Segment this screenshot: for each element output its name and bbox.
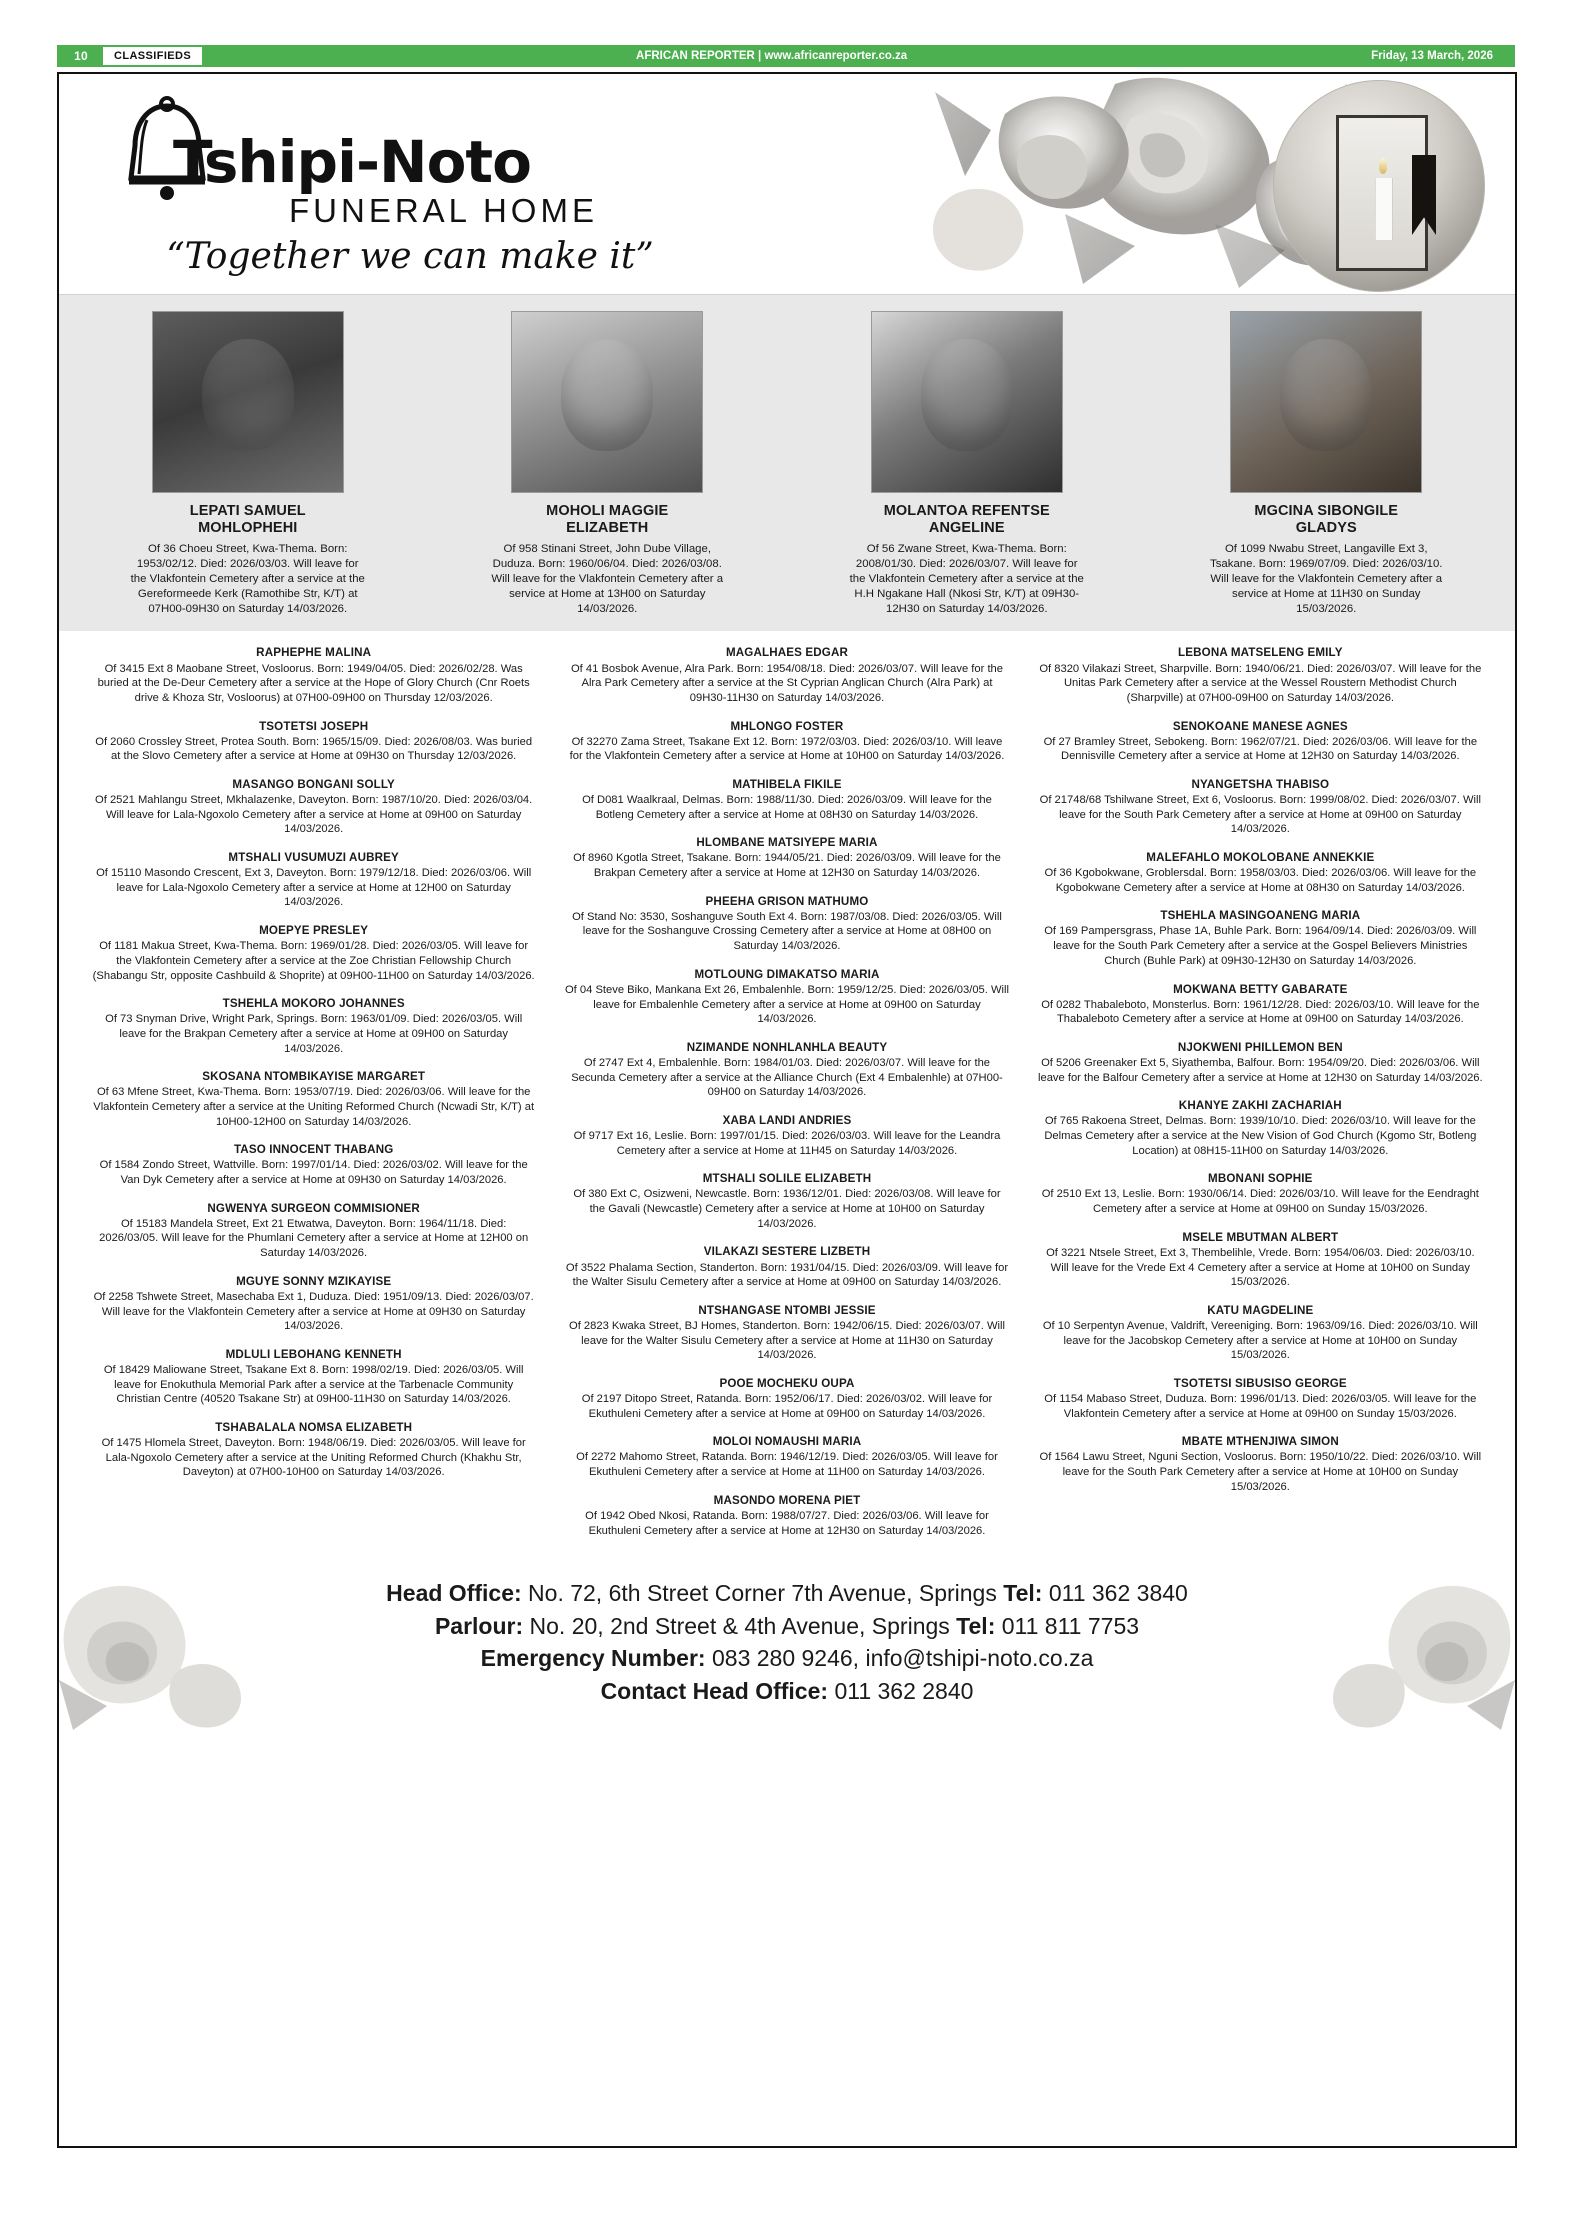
portrait-face: [921, 339, 1013, 451]
obituary-entry: [91, 1142, 536, 1187]
issue-date: Friday, 13 March, 2026: [1371, 50, 1493, 62]
obituary-entry: [91, 645, 536, 705]
head-office-label: Head Office:: [386, 1580, 522, 1607]
obituary-entry: [564, 719, 1009, 764]
obituary-entry: [91, 996, 536, 1056]
deceased-name: VILAKAZI SESTERE LIZBETH: [703, 1245, 871, 1259]
deceased-details: Of 63 Mfene Street, Kwa-Thema. Born: 1953/07/19. Died: 2026/03/06. Will leave for the Vlakfontein Cemetery after a service at the Uniting Reformed Church (Ncwadi Str, K/T) at 10H00-12H00 on Saturday 14/03/2026.: [93, 1086, 535, 1128]
deceased-details: Of 0282 Thabaleboto, Monsterlus. Born: 1961/12/28. Died: 2026/03/10. Will leave for the Thabaleboto Cemetery after a service at Home at 09H00 on Saturday 14/03/2026.: [1041, 998, 1480, 1026]
portrait-face: [202, 339, 294, 451]
featured-obituary: [1152, 311, 1502, 617]
deceased-name: SKOSANA NTOMBIKAYISE MARGARET: [202, 1070, 426, 1084]
company-tagline: “Together we can make it”: [166, 236, 654, 277]
obituary-entry: [91, 1201, 536, 1261]
page-number: 10: [74, 49, 88, 63]
deceased-details: Of 27 Bramley Street, Sebokeng. Born: 1962/07/21. Died: 2026/03/06. Will leave for the Dennisville Cemetery after a service at Home at 12H30 on Saturday 14/03/2026.: [1043, 735, 1478, 763]
obituary-entry: [564, 1434, 1009, 1479]
obituary-entry: [564, 1244, 1009, 1289]
deceased-details: Of 169 Pampersgrass, Phase 1A, Buhle Park. Born: 1964/09/14. Died: 2026/03/09. Will leave for the South Park Cemetery after a service at the Gospel Believers Ministries Church (Buhle Park) at 09H30-12H30 on Saturday 14/03/2026.: [1044, 925, 1477, 967]
deceased-name: TSOTETSI SIBUSISO GEORGE: [1173, 1376, 1347, 1390]
deceased-details: Of 2197 Ditopo Street, Ratanda. Born: 1952/06/17. Died: 2026/03/02. Will leave for Ekuthuleni Cemetery after a service at Home at 09H00 on Saturday 14/03/2026.: [581, 1393, 993, 1420]
obituary-entry: [91, 1347, 536, 1407]
deceased-details: Of 2823 Kwaka Street, BJ Homes, Standerton. Born: 1942/06/15. Died: 2026/03/07. Will leave for the Walter Sisulu Cemetery after a service at Home at 11H30 on Saturday 14/03/2026.: [569, 1319, 1005, 1362]
funeral-home-advert: [57, 72, 1517, 2148]
flame: [1379, 158, 1387, 174]
deceased-details: Of 380 Ext C, Osizweni, Newcastle. Born: 1936/12/01. Died: 2026/03/08. Will leave for the Gavali (Newcastle) Cemetery after a service at Home at 10H00 on Saturday 14/03/2026.: [573, 1188, 1001, 1230]
portrait-face: [1280, 339, 1372, 451]
deceased-name: TASO INNOCENT THABANG: [233, 1143, 394, 1157]
deceased-name: MDLULI LEBOHANG KENNETH: [225, 1347, 402, 1361]
emergency-value: 083 280 9246, info@tshipi-noto.co.za: [711, 1645, 1094, 1672]
obituary-entry: [91, 719, 536, 764]
featured-obituaries-row: [59, 294, 1515, 631]
section-label: CLASSIFIEDS: [103, 47, 202, 65]
deceased-details: Of 5206 Greenaker Ext 5, Siyathemba, Balfour. Born: 1954/09/20. Died: 2026/03/06. Will leave for the Balfour Cemetery after a service at Home at 12H30 on Saturday 14/03/2026.: [1037, 1056, 1483, 1084]
deceased-name: MOKWANA BETTY GABARATE: [1173, 982, 1348, 996]
deceased-details: Of 765 Rakoena Street, Delmas. Born: 1939/10/10. Died: 2026/03/10. Will leave for the Delmas Cemetery after a service at the New Vision of God Church (Kgomo Str, Botleng Location) at 08H15-11H00 on Saturday 14/03/2026.: [1044, 1115, 1477, 1157]
deceased-name: TSHEHLA MASINGOANENG MARIA: [1160, 909, 1361, 923]
featured-obituary: [433, 311, 783, 617]
featured-obituary: [73, 311, 423, 617]
obituary-listings: [59, 631, 1515, 1551]
deceased-name: TSHABALALA NOMSA ELIZABETH: [215, 1420, 413, 1434]
candle-photo: [1273, 80, 1485, 292]
obituary-entry: [564, 1303, 1009, 1363]
deceased-name: HLOMBANE MATSIYEPE MARIA: [696, 836, 878, 850]
obituary-entry: [1038, 982, 1483, 1027]
obituary-entry: [91, 1420, 536, 1480]
company-logo: [81, 80, 721, 290]
deceased-details: Of 1584 Zondo Street, Wattville. Born: 1997/01/14. Died: 2026/03/02. Will leave for the Van Dyk Cemetery after a service at Home at 09H30 on Saturday 14/03/2026.: [99, 1159, 528, 1187]
obituary-entry: [564, 1493, 1009, 1538]
deceased-details: Of 15110 Masondo Crescent, Ext 3, Daveyton. Born: 1979/12/18. Died: 2026/03/06. Will leave for Lala-Ngoxolo Cemetery after a service at Home at 12H00 on Saturday 14/03/2026.: [96, 867, 532, 909]
featured-obituary: [792, 311, 1142, 617]
deceased-name: MOHOLI MAGGIE ELIZABETH: [546, 503, 669, 537]
roses-decoration-bottom-right: [1295, 1530, 1515, 1730]
deceased-details: Of 8320 Vilakazi Street, Sharpville. Born: 1940/06/21. Died: 2026/03/07. Will leave for the Unitas Park Cemetery after a service at the Wessel Roustern Methodist Church (Sharpville) at 07H00-09H00 on Saturday 14/03/2026.: [1039, 662, 1482, 704]
deceased-name: MOLOI NOMAUSHI MARIA: [712, 1435, 862, 1449]
deceased-details: Of 3522 Phalama Section, Standerton. Born: 1931/04/15. Died: 2026/03/09. Will leave for the Walter Sisulu Cemetery after a service at Home at 09H00 on Saturday 14/03/2026.: [565, 1261, 1009, 1289]
deceased-name: MBATE MTHENJIWA SIMON: [1181, 1435, 1339, 1449]
listings-column-3: [1024, 645, 1497, 1551]
head-office-tel: 011 362 3840: [1048, 1580, 1188, 1607]
obituary-entry: [564, 1376, 1009, 1421]
deceased-details: Of Stand No: 3530, Soshanguve South Ext 4. Born: 1987/03/08. Died: 2026/03/05. Will leave for the Soshanguve Crossing Cemetery after a service at Home at 08H00 on Saturday 14/03/2026.: [572, 910, 1002, 953]
deceased-name: MATHIBELA FIKILE: [732, 777, 842, 791]
obituary-entry: [1038, 777, 1483, 837]
deceased-name: MTSHALI SOLILE ELIZABETH: [702, 1172, 872, 1186]
deceased-name: TSHEHLA MOKORO JOHANNES: [222, 997, 405, 1011]
deceased-details: Of 1475 Hlomela Street, Daveyton. Born: 1948/06/19. Died: 2026/03/05. Will leave for Lala-Ngoxolo Cemetery after a service at the Uniting Reformed Church (Khakhu Str, Daveyton) at 07H00-10H00 on Saturday 14/03/2026.: [101, 1437, 526, 1479]
deceased-details: Of 958 Stinani Street, John Dube Village, Duduza. Born: 1960/06/04. Died: 2026/03/08. Will leave for the Vlakfontein Cemetery after a service at Home at 13H00 on Saturday 14/03/2026.: [491, 543, 724, 616]
parlour-label: Parlour:: [434, 1612, 524, 1639]
deceased-name: LEBONA MATSELENG EMILY: [1178, 646, 1343, 660]
deceased-name: MASANGO BONGANI SOLLY: [232, 777, 395, 791]
deceased-details: Of 41 Bosbok Avenue, Alra Park. Born: 1954/08/18. Died: 2026/03/07. Will leave for the Alra Park Cemetery after a service at the St Cyprian Anglican Church (Alra Park) at 09H30-11H30 on Saturday 14/03/2026.: [570, 662, 1003, 704]
obituary-entry: [564, 1171, 1009, 1231]
deceased-name: XABA LANDI ANDRIES: [722, 1113, 852, 1127]
portrait-photo: [871, 311, 1063, 493]
obituary-entry: [1038, 850, 1483, 895]
deceased-name: NJOKWENI PHILLEMON BEN: [1177, 1040, 1343, 1054]
deceased-details: Of 10 Serpentyn Avenue, Valdrift, Vereeniging. Born: 1963/09/16. Died: 2026/03/10. Will leave for the Jacobskop Cemetery after a service at Home at 10H00 on Sunday 15/03/2026.: [1042, 1319, 1478, 1362]
deceased-name: PHEEHA GRISON MATHUMO: [705, 894, 869, 908]
deceased-name: NGWENYA SURGEON COMMISIONER: [207, 1201, 420, 1215]
portrait-face: [561, 339, 653, 451]
obituary-entry: [1038, 1230, 1483, 1290]
deceased-name: MTSHALI VUSUMUZI AUBREY: [228, 851, 399, 865]
obituary-entry: [1038, 908, 1483, 968]
deceased-details: Of 1181 Makua Street, Kwa-Thema. Born: 1969/01/28. Died: 2026/03/05. Will leave for the Vlakfontein Cemetery after a service at the Zoe Christian Fellowship Church (Shabangu Str, opposite Cashbuild & Shoprite) at 09H00-11H00 on Saturday 14/03/2026.: [92, 940, 535, 982]
obituary-entry: [564, 967, 1009, 1027]
advert-header: [59, 74, 1515, 294]
deceased-name: TSOTETSI JOSEPH: [259, 719, 369, 733]
masthead-bar: [57, 45, 1515, 67]
deceased-name: KHANYE ZAKHI ZACHARIAH: [1178, 1099, 1342, 1113]
obituary-entry: [564, 894, 1009, 954]
obituary-entry: [91, 777, 536, 837]
deceased-details: Of 1099 Nwabu Street, Langaville Ext 3, Tsakane. Born: 1969/07/09. Died: 2026/03/10. Will leave for the Vlakfontein Cemetery after a service at Home at 11H30 on Sunday 15/03/2026.: [1210, 543, 1443, 616]
deceased-details: Of 36 Kgobokwane, Groblersdal. Born: 1958/03/03. Died: 2026/03/06. Will leave for the Kgobokwane Cemetery after a service at Home at 08H30 on Saturday 14/03/2026.: [1044, 867, 1477, 894]
deceased-name: MHLONGO FOSTER: [730, 719, 844, 733]
portrait-photo: [152, 311, 344, 493]
deceased-name: LEPATI SAMUEL MOHLOPHEHI: [189, 503, 306, 537]
deceased-name: MAGALHAES EDGAR: [725, 646, 849, 660]
deceased-name: MOEPYE PRESLEY: [259, 924, 369, 938]
parlour-tel: 011 811 7753: [1001, 1612, 1140, 1639]
obituary-entry: [91, 1069, 536, 1129]
obituary-entry: [1038, 1040, 1483, 1085]
emergency-label: Emergency Number:: [480, 1645, 706, 1672]
obituary-entry: [1038, 1098, 1483, 1158]
deceased-name: SENOKOANE MANESE AGNES: [1172, 719, 1348, 733]
deceased-details: Of D081 Waalkraal, Delmas. Born: 1988/11/30. Died: 2026/03/09. Will leave for the Botleng Cemetery after a service at Home at 08H30 on Saturday 14/03/2026.: [582, 794, 992, 821]
deceased-details: Of 04 Steve Biko, Mankana Ext 26, Embalenhle. Born: 1959/12/25. Died: 2026/03/05. Will leave for Embalenhle Cemetery after a service at Home at 09H00 on Saturday 14/03/2026.: [564, 983, 1010, 1026]
company-name: Tshipi-Noto: [173, 128, 531, 196]
deceased-details: Of 2747 Ext 4, Embalenhle. Born: 1984/01/03. Died: 2026/03/07. Will leave for the Secunda Cemetery after a service at the Alliance Church (Ext 4 Embalenhle) at 07H00-09H00 on Saturday 14/03/2026.: [571, 1056, 1003, 1099]
portrait-photo: [511, 311, 703, 493]
deceased-name: MASONDO MORENA PIET: [713, 1493, 861, 1507]
deceased-name: MOLANTOA REFENTSE ANGELINE: [883, 503, 1050, 537]
obituary-entry: [564, 1113, 1009, 1158]
obituary-entry: [1038, 1434, 1483, 1494]
obituary-entry: [91, 850, 536, 910]
deceased-details: Of 9717 Ext 16, Leslie. Born: 1997/01/15. Died: 2026/03/03. Will leave for the Leandra Cemetery after a service at Home at 11H45 on Saturday 14/03/2026.: [573, 1130, 1001, 1157]
deceased-details: Of 2272 Mahomo Street, Ratanda. Born: 1946/12/19. Died: 2026/03/05. Will leave for Ekuthuleni Cemetery after a service at Home at 11H00 on Saturday 14/03/2026.: [576, 1451, 998, 1479]
deceased-details: Of 18429 Maliowane Street, Tsakane Ext 8. Born: 1998/02/19. Died: 2026/03/05. Will leave for Enokuthula Memorial Park after a service at the Tarbenacle Community Christian Centre (40520 Tsakane Str) at 09H00-11H30 on Saturday 14/03/2026.: [103, 1363, 524, 1406]
obituary-entry: [1038, 719, 1483, 764]
listings-column-1: [77, 645, 550, 1551]
deceased-details: Of 32270 Zama Street, Tsakane Ext 12. Born: 1972/03/03. Died: 2026/03/10. Will leave for the Vlakfontein Cemetery after a service at Home at 10H00 on Saturday 14/03/2026.: [569, 735, 1005, 763]
parlour-value: No. 20, 2nd Street & 4th Avenue, Springs: [529, 1612, 950, 1639]
publication-title: AFRICAN REPORTER | www.africanreporter.co.za: [636, 50, 908, 62]
obituary-entry: [564, 835, 1009, 880]
obituary-entry: [1038, 645, 1483, 705]
candle: [1375, 178, 1393, 240]
obituary-entry: [1038, 1303, 1483, 1363]
deceased-details: Of 2258 Tshwete Street, Masechaba Ext 1, Duduza. Died: 1951/09/13. Died: 2026/03/07. Will leave for the Vlakfontein Cemetery after a service at Home at 09H30 on Saturday 14/03/2026.: [93, 1290, 534, 1333]
obituary-entry: [91, 923, 536, 983]
obituary-entry: [1038, 1171, 1483, 1216]
head-office-value: No. 72, 6th Street Corner 7th Avenue, Springs: [528, 1580, 997, 1607]
obituary-entry: [564, 777, 1009, 822]
deceased-details: Of 2510 Ext 13, Leslie. Born: 1930/06/14. Died: 2026/03/10. Will leave for the Eendraght Cemetery after a service at Home at 09H00 on Sunday 15/03/2026.: [1041, 1188, 1479, 1216]
deceased-name: NZIMANDE NONHLANHLA BEAUTY: [686, 1040, 888, 1054]
deceased-details: Of 1564 Lawu Street, Nguni Section, Vosloorus. Born: 1950/10/22. Died: 2026/03/10. Will leave for the South Park Cemetery after a service at Home at 10H00 on Sunday 15/03/2026.: [1039, 1451, 1482, 1493]
contact-footer: [59, 1551, 1515, 1730]
deceased-name: MGCINA SIBONGILE GLADYS: [1254, 503, 1399, 537]
deceased-details: Of 21748/68 Tshilwane Street, Ext 6, Vosloorus. Born: 1999/08/02. Died: 2026/03/07. Will leave for the South Park Cemetery after a service at Home at 09H00 on Saturday 14/03/2026.: [1039, 794, 1481, 836]
head-office-tel-label: Tel:: [1003, 1580, 1043, 1607]
parlour-tel-label: Tel:: [956, 1612, 996, 1639]
deceased-name: MGUYE SONNY MZIKAYISE: [236, 1274, 392, 1288]
deceased-name: RAPHEPHE MALINA: [256, 646, 372, 660]
deceased-details: Of 2060 Crossley Street, Protea South. Born: 1965/15/09. Died: 2026/08/03. Was buried at the Slovo Cemetery after a service at Home at 09H30 on Thursday 12/03/2026.: [95, 735, 533, 763]
deceased-name: NTSHANGASE NTOMBI JESSIE: [698, 1303, 876, 1317]
company-subtitle: FUNERAL HOME: [289, 192, 598, 229]
contact-value: 011 362 2840: [834, 1678, 974, 1705]
deceased-name: KATU MAGDELINE: [1207, 1303, 1314, 1317]
deceased-details: Of 56 Zwane Street, Kwa-Thema. Born: 2008/01/30. Died: 2026/03/07. Will leave for the Vlakfontein Cemetery after a service at the H.H Ngakane Hall (Nkosi Str, K/T) at 09H30-12H30 on Saturday 14/03/2026.: [849, 543, 1084, 616]
deceased-name: MBONANI SOPHIE: [1208, 1172, 1313, 1186]
deceased-name: MSELE MBUTMAN ALBERT: [1182, 1230, 1339, 1244]
deceased-name: MALEFAHLO MOKOLOBANE ANNEKKIE: [1146, 851, 1375, 865]
deceased-details: Of 36 Choeu Street, Kwa-Thema. Born: 1953/02/12. Died: 2026/03/03. Will leave for the Vlakfontein Cemetery after a service at the Gereformeede Kerk (Ramothibe Str, K/T) at 07H00-09H30 on Saturday 14/03/2026.: [130, 543, 365, 616]
deceased-details: Of 1942 Obed Nkosi, Ratanda. Born: 1988/07/27. Died: 2026/03/06. Will leave for Ekuthuleni Cemetery after a service at Home at 12H30 on Saturday 14/03/2026.: [585, 1509, 989, 1537]
deceased-details: Of 2521 Mahlangu Street, Mkhalazenke, Daveyton. Born: 1987/10/20. Died: 2026/03/04. Will leave for Lala-Ngoxolo Cemetery after a service at Home at 09H00 on Saturday 14/03/2026.: [95, 794, 533, 836]
contact-label: Contact Head Office:: [600, 1678, 829, 1705]
deceased-details: Of 8960 Kgotla Street, Tsakane. Born: 1944/05/21. Died: 2026/03/09. Will leave for the Brakpan Cemetery after a service at Home at 12H30 on Saturday 14/03/2026.: [573, 852, 1001, 880]
obituary-entry: [564, 1040, 1009, 1100]
deceased-details: Of 3221 Ntsele Street, Ext 3, Thembelihle, Vrede. Born: 1954/06/03. Died: 2026/03/10. Will leave for the Vrede Ext 4 Cemetery after a service at Home at 10H00 on Sunday 15/03/2026.: [1046, 1246, 1475, 1289]
obituary-entry: [91, 1274, 536, 1334]
deceased-details: Of 73 Snyman Drive, Wright Park, Springs. Born: 1963/01/09. Died: 2026/03/05. Will leave for the Brakpan Cemetery after a service at Home at 09H00 on Saturday 14/03/2026.: [105, 1013, 523, 1055]
deceased-name: POOE MOCHEKU OUPA: [719, 1376, 855, 1390]
roses-decoration-bottom-left: [59, 1530, 279, 1730]
deceased-details: Of 1154 Mabaso Street, Duduza. Born: 1996/01/13. Died: 2026/03/05. Will leave for the Vlakfontein Cemetery after a service at Home at 09H00 on Sunday 15/03/2026.: [1044, 1393, 1477, 1420]
listings-column-2: [550, 645, 1023, 1551]
portrait-photo: [1230, 311, 1422, 493]
obituary-entry: [1038, 1376, 1483, 1421]
obituary-entry: [564, 645, 1009, 705]
deceased-details: Of 3415 Ext 8 Maobane Street, Vosloorus. Born: 1949/04/05. Died: 2026/02/28. Was buried at the De-Deur Cemetery after a service at the Hope of Glory Church (Cnr Roets drive & Khoza Str, Vosloorus) at 07H00-09H00 on Thursday 12/03/2026.: [97, 662, 530, 704]
deceased-name: NYANGETSHA THABISO: [1191, 777, 1330, 791]
deceased-details: Of 15183 Mandela Street, Ext 21 Etwatwa, Daveyton. Born: 1964/11/18. Died: 2026/03/05. Will leave for the Phumlani Cemetery after a service at Home at 12H00 on Saturday 14/03/2026.: [99, 1217, 529, 1260]
deceased-name: MOTLOUNG DIMAKATSO MARIA: [694, 967, 880, 981]
